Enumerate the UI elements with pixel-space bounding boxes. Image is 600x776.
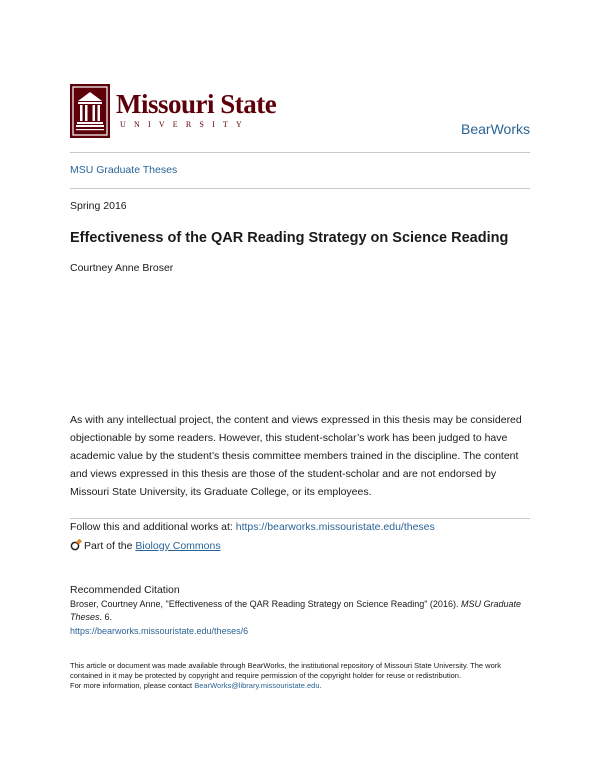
citation-series: MSU Graduate Theses bbox=[70, 599, 521, 622]
biology-commons-link[interactable]: Biology Commons bbox=[135, 540, 221, 552]
footer-note bbox=[70, 661, 530, 691]
citation-text bbox=[70, 598, 540, 624]
publication-date: Spring 2016 bbox=[70, 200, 127, 212]
citation-url-link[interactable]: https://bearworks.missouristate.edu/theses/6 bbox=[70, 626, 249, 636]
header-divider bbox=[70, 152, 530, 153]
logo-wordmark bbox=[116, 90, 276, 129]
part-of-prefix: Part of the bbox=[84, 540, 136, 552]
follow-prefix: Follow this and additional works at: bbox=[70, 521, 236, 533]
disclaimer-text: As with any intellectual project, the content and views expressed in this thesis may be considered objectionable by some readers. However, this student-scholar’s work has been judged to have academic value by the student’s thesis committee members trained in the discipline. The content and views expressed in this thesis are those of the student-scholar and are not endorsed by Missouri State University, its Graduate College, or its employees. bbox=[70, 414, 522, 498]
document-title: Effectiveness of the QAR Reading Strategy on Science Reading bbox=[70, 230, 509, 246]
footer-text: This article or document was made available through BearWorks, the institutional repository of Missouri State University. The work contained in it may be protected by copyright and require permission of the copyright holder for reuse or redistribution. bbox=[70, 661, 502, 680]
contact-email-link[interactable]: BearWorks@library.missouristate.edu bbox=[194, 681, 320, 690]
building-logo-icon bbox=[70, 84, 110, 138]
author-name: Courtney Anne Broser bbox=[70, 262, 174, 274]
collection-link[interactable]: MSU Graduate Theses bbox=[70, 164, 178, 176]
citation-number: . 6. bbox=[99, 612, 113, 622]
contact-suffix: . bbox=[319, 681, 322, 690]
theses-url-link[interactable]: https://bearworks.missouristate.edu/theses bbox=[235, 521, 435, 533]
citation-body: Broser, Courtney Anne, "Effectiveness of the QAR Reading Strategy on Science Reading" (2016). bbox=[70, 599, 461, 609]
logo-name: Missouri State bbox=[116, 89, 277, 119]
part-of-line bbox=[70, 539, 221, 552]
citation-heading: Recommended Citation bbox=[70, 584, 180, 596]
collection-divider bbox=[70, 188, 530, 189]
logo-subtitle: UNIVERSITY bbox=[120, 120, 250, 129]
follow-divider bbox=[70, 518, 530, 519]
university-logo[interactable] bbox=[70, 84, 290, 138]
repository-link[interactable]: BearWorks bbox=[461, 121, 530, 137]
follow-line bbox=[70, 521, 435, 533]
contact-prefix: For more information, please contact bbox=[70, 681, 195, 690]
open-access-icon bbox=[70, 539, 82, 551]
footer-contact bbox=[70, 681, 530, 691]
